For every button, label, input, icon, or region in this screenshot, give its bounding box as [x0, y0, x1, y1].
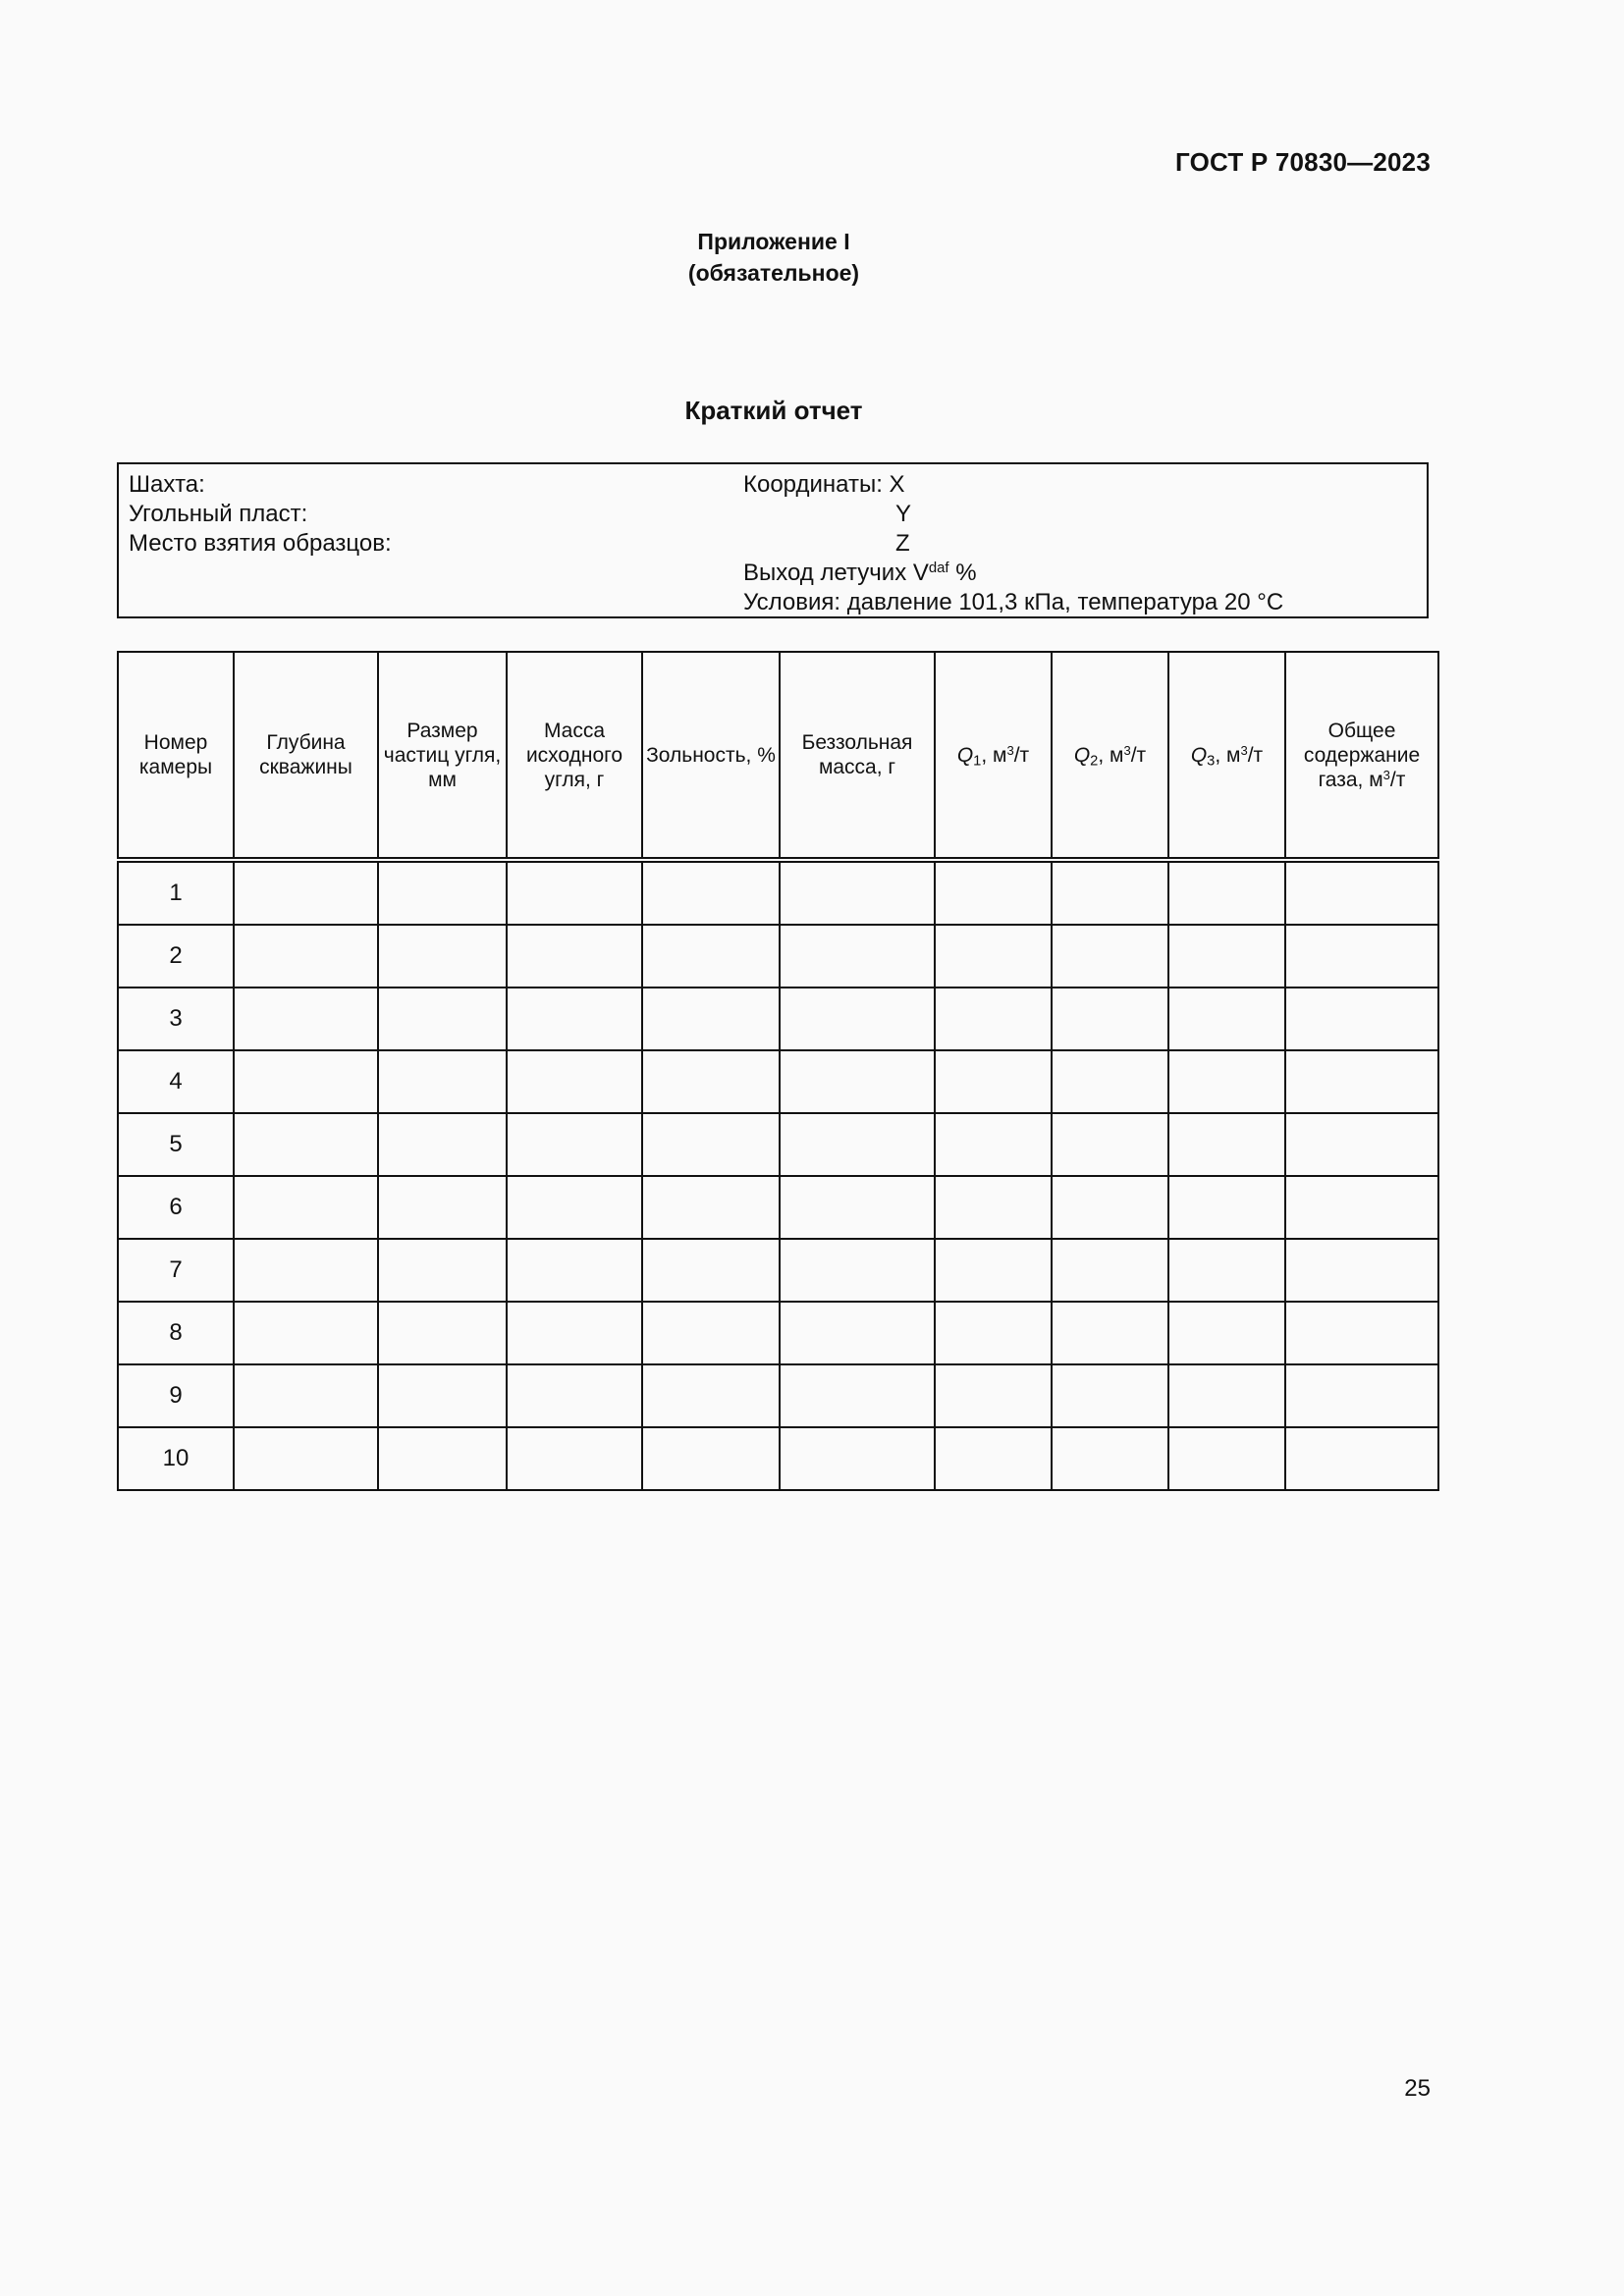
header-particle-size: Размер частиц угля, мм — [378, 652, 507, 860]
table-cell — [507, 1302, 642, 1364]
seam-label: Угольный пласт: — [129, 501, 308, 527]
report-info-box — [117, 462, 1429, 618]
header-text-part: , м — [1215, 743, 1241, 767]
table-cell — [1052, 1302, 1168, 1364]
header-q1 — [935, 652, 1052, 860]
table-cell — [507, 1364, 642, 1427]
table-cell — [378, 1113, 507, 1176]
header-ashfree-mass: Беззольная масса, г — [780, 652, 935, 860]
volatile-yield-text: Выход летучих V — [743, 560, 929, 586]
chamber-number-cell: 6 — [118, 1176, 234, 1239]
table-cell — [234, 1239, 378, 1302]
table-cell — [642, 1239, 780, 1302]
table-cell — [642, 1113, 780, 1176]
header-text-part: /т — [1130, 743, 1147, 767]
table-row — [118, 988, 1438, 1050]
table-cell — [1285, 1176, 1438, 1239]
table-cell — [378, 860, 507, 925]
chamber-number-cell: 1 — [118, 860, 234, 925]
table-cell — [1168, 860, 1285, 925]
table-cell — [1168, 925, 1285, 988]
table-cell — [1285, 1427, 1438, 1490]
volatile-yield-label — [743, 559, 1283, 588]
table-cell — [1168, 1364, 1285, 1427]
table-cell — [1168, 1239, 1285, 1302]
table-cell — [935, 1427, 1052, 1490]
table-cell — [378, 1364, 507, 1427]
table-cell — [1052, 925, 1168, 988]
table-cell — [780, 1176, 935, 1239]
header-text-part: /т — [1389, 768, 1406, 791]
header-text-part: 3 — [1123, 742, 1131, 758]
report-title: Краткий отчет — [684, 396, 863, 425]
coordinate-y-label: Y — [895, 501, 912, 527]
table-cell — [378, 1427, 507, 1490]
header-text-part: 2 — [1090, 753, 1099, 770]
header-chamber-number: Номер камеры — [118, 652, 234, 860]
table-cell — [780, 1427, 935, 1490]
table-cell — [378, 925, 507, 988]
table-cell — [935, 860, 1052, 925]
sample-place-label: Место взятия образцов: — [129, 530, 392, 557]
chamber-number-cell: 9 — [118, 1364, 234, 1427]
header-text-part: 3 — [1006, 742, 1014, 758]
header-well-depth: Глубина скважины — [234, 652, 378, 860]
table-cell — [1168, 1113, 1285, 1176]
table-cell — [378, 1302, 507, 1364]
table-row — [118, 1239, 1438, 1302]
header-text-part: 1 — [973, 753, 982, 770]
appendix-heading — [0, 226, 1547, 289]
table-cell — [234, 1364, 378, 1427]
table-cell — [1285, 988, 1438, 1050]
table-cell — [1052, 988, 1168, 1050]
coordinate-z-label: Z — [895, 530, 910, 557]
table-cell — [234, 1302, 378, 1364]
table-cell — [507, 1427, 642, 1490]
table-header-row — [118, 652, 1438, 860]
table-cell — [642, 988, 780, 1050]
header-text-part: 3 — [1382, 767, 1390, 782]
table-cell — [234, 1050, 378, 1113]
header-total-gas-content — [1285, 652, 1438, 860]
table-cell — [935, 1364, 1052, 1427]
chamber-number-cell: 3 — [118, 988, 234, 1050]
table-cell — [935, 1176, 1052, 1239]
table-cell — [1285, 925, 1438, 988]
header-text-part: , м — [981, 743, 1007, 767]
table-cell — [780, 1302, 935, 1364]
table-cell — [642, 860, 780, 925]
table-cell — [935, 925, 1052, 988]
chamber-number-cell: 7 — [118, 1239, 234, 1302]
table-cell — [234, 1113, 378, 1176]
table-body — [118, 860, 1438, 1490]
table-cell — [935, 1113, 1052, 1176]
header-text-part: Q — [956, 743, 974, 767]
table-cell — [234, 1427, 378, 1490]
table-cell — [507, 1050, 642, 1113]
table-cell — [780, 1050, 935, 1113]
table-cell — [935, 1050, 1052, 1113]
table-cell — [507, 988, 642, 1050]
table-cell — [234, 988, 378, 1050]
table-cell — [507, 925, 642, 988]
header-text-part: , м — [1098, 743, 1124, 767]
table-cell — [378, 1176, 507, 1239]
chamber-number-cell: 5 — [118, 1113, 234, 1176]
table-cell — [507, 1176, 642, 1239]
info-right-column — [743, 470, 1283, 617]
table-cell — [780, 1239, 935, 1302]
table-cell — [780, 1113, 935, 1176]
table-cell — [1285, 1113, 1438, 1176]
volatile-yield-unit: % — [948, 560, 977, 586]
chamber-number-cell: 10 — [118, 1427, 234, 1490]
table-cell — [1052, 860, 1168, 925]
table-cell — [642, 925, 780, 988]
table-cell — [1168, 988, 1285, 1050]
table-cell — [1285, 1050, 1438, 1113]
table-cell — [642, 1176, 780, 1239]
table-cell — [1052, 1113, 1168, 1176]
header-q2 — [1052, 652, 1168, 860]
chamber-number-cell: 2 — [118, 925, 234, 988]
table-cell — [780, 1364, 935, 1427]
header-text-part: /т — [1013, 743, 1030, 767]
table-cell — [1168, 1176, 1285, 1239]
header-text-part: Q — [1190, 743, 1208, 767]
table-cell — [935, 1239, 1052, 1302]
table-cell — [1052, 1427, 1168, 1490]
table-cell — [935, 1302, 1052, 1364]
table-cell — [378, 988, 507, 1050]
table-row — [118, 925, 1438, 988]
table-cell — [234, 925, 378, 988]
header-ash-content: Зольность, % — [642, 652, 780, 860]
table-row — [118, 860, 1438, 925]
header-text-part: 3 — [1207, 753, 1216, 770]
table-cell — [1168, 1302, 1285, 1364]
table-cell — [780, 988, 935, 1050]
table-row — [118, 1364, 1438, 1427]
table-cell — [1168, 1050, 1285, 1113]
table-cell — [1285, 1302, 1438, 1364]
header-text-part: 3 — [1240, 742, 1248, 758]
table-cell — [780, 860, 935, 925]
table-cell — [378, 1239, 507, 1302]
table-cell — [642, 1364, 780, 1427]
table-cell — [234, 1176, 378, 1239]
header-text-part: /т — [1247, 743, 1264, 767]
table-cell — [1052, 1176, 1168, 1239]
appendix-status: (обязательное) — [687, 260, 860, 286]
table-cell — [642, 1427, 780, 1490]
document-code: ГОСТ Р 70830—2023 — [1175, 147, 1431, 177]
table-cell — [378, 1050, 507, 1113]
header-text-part: Q — [1073, 743, 1091, 767]
report-table — [117, 651, 1439, 1491]
table-row — [118, 1427, 1438, 1490]
table-cell — [935, 988, 1052, 1050]
header-text-part: Общее содержание газа, м — [1303, 719, 1421, 791]
volatile-yield-superscript: daf — [928, 560, 949, 576]
header-q3 — [1168, 652, 1285, 860]
mine-label: Шахта: — [129, 471, 205, 498]
chamber-number-cell: 8 — [118, 1302, 234, 1364]
table-cell — [1052, 1364, 1168, 1427]
table-cell — [780, 925, 935, 988]
table-cell — [1052, 1239, 1168, 1302]
coordinates-label: Координаты: X — [743, 471, 905, 498]
page-number: 25 — [1404, 2075, 1431, 2102]
table-row — [118, 1176, 1438, 1239]
table-cell — [1285, 860, 1438, 925]
table-cell — [642, 1302, 780, 1364]
table-row — [118, 1050, 1438, 1113]
table-cell — [1285, 1239, 1438, 1302]
table-cell — [507, 1239, 642, 1302]
table-row — [118, 1113, 1438, 1176]
table-cell — [234, 860, 378, 925]
table-cell — [1052, 1050, 1168, 1113]
info-left-column — [129, 470, 392, 559]
table-cell — [1168, 1427, 1285, 1490]
table-row — [118, 1302, 1438, 1364]
conditions-label: Условия: давление 101,3 кПа, температура 20 °С — [743, 589, 1284, 615]
table-cell — [642, 1050, 780, 1113]
table-cell — [1285, 1364, 1438, 1427]
appendix-title: Приложение I — [697, 229, 850, 254]
table-cell — [507, 860, 642, 925]
table-cell — [507, 1113, 642, 1176]
header-initial-coal-mass: Масса исходного угля, г — [507, 652, 642, 860]
chamber-number-cell: 4 — [118, 1050, 234, 1113]
